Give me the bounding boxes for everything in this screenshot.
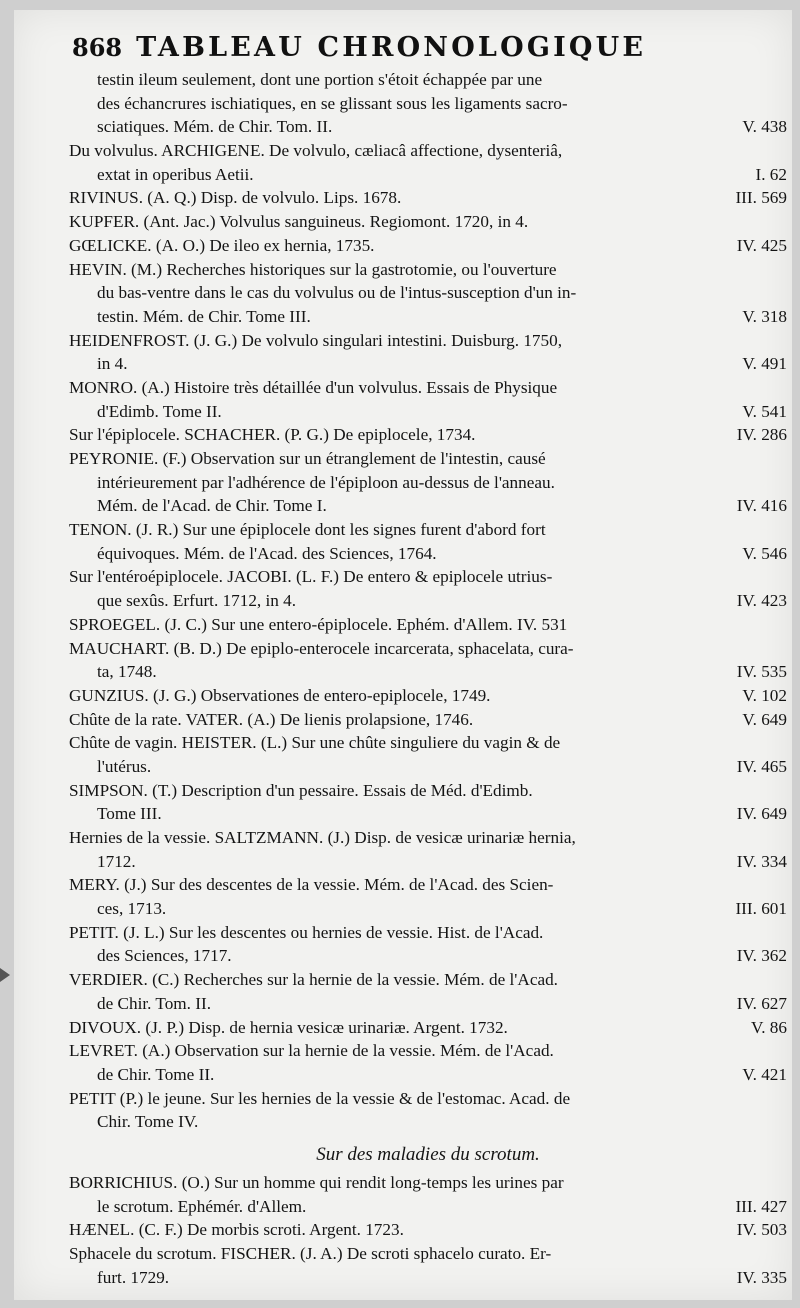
entry-line	[69, 779, 787, 803]
bibliography-entry	[69, 1039, 787, 1086]
entry-line	[69, 660, 787, 684]
entry-line	[69, 1218, 787, 1242]
bibliography-entry	[69, 447, 787, 518]
volume-page-reference: V. 546	[742, 543, 787, 563]
entry-text: HEIDENFROST. (J. G.) De volvulo singulari intestini. Duisburg. 1750,	[69, 330, 563, 350]
entry-line	[69, 305, 787, 329]
volume-page-reference: IV. 503	[736, 1220, 787, 1240]
entry-text: de Chir. Tome II.	[97, 1064, 215, 1084]
volume-page-reference: IV. 627	[736, 993, 787, 1013]
volume-page-reference: III. 601	[735, 899, 787, 919]
entry-text: de Chir. Tom. II.	[97, 993, 212, 1013]
bibliography-entry	[69, 731, 787, 778]
section-title: Sur des maladies du scrotum.	[316, 1143, 540, 1165]
entry-line	[69, 873, 787, 897]
bibliography-entry	[69, 921, 787, 968]
entry-text: PETIT (P.) le jeune. Sur les hernies de la vessie & de l'estomac. Acad. de	[69, 1088, 571, 1108]
entry-line	[69, 802, 787, 826]
chronological-entries	[69, 68, 787, 1289]
entry-line	[69, 115, 787, 139]
entry-line	[69, 850, 787, 874]
entry-line	[69, 826, 787, 850]
entry-text: PETIT. (J. L.) Sur les descentes ou hernies de vessie. Hist. de l'Acad.	[69, 922, 544, 942]
entry-line	[69, 944, 787, 968]
entry-line	[69, 258, 787, 282]
book-page	[14, 10, 792, 1300]
volume-page-reference: IV. 334	[736, 851, 787, 871]
entry-text: sciatiques. Mém. de Chir. Tom. II.	[97, 117, 333, 137]
entry-text: équivoques. Mém. de l'Acad. des Sciences, 1764.	[97, 543, 437, 563]
entry-text: d'Edimb. Tome II.	[97, 401, 222, 421]
entry-text: Chir. Tome IV.	[97, 1112, 199, 1132]
entry-line	[69, 1242, 787, 1266]
entry-line	[69, 210, 787, 234]
volume-page-reference: IV. 649	[736, 804, 787, 824]
entry-text: MAUCHART. (B. D.) De epiplo-enterocele incarcerata, sphacelata, cura-	[69, 638, 574, 658]
volume-page-reference: V. 102	[742, 685, 787, 705]
bibliography-entry	[69, 376, 787, 423]
entry-line	[69, 352, 787, 376]
entry-text: GŒLICKE. (A. O.) De ileo ex hernia, 1735.	[69, 235, 375, 255]
entry-line	[69, 400, 787, 424]
bibliography-entry	[69, 1171, 787, 1218]
volume-page-reference: V. 438	[742, 117, 787, 137]
entry-text: Tome III.	[97, 804, 162, 824]
volume-page-reference: IV. 423	[736, 591, 787, 611]
entry-text: que sexûs. Erfurt. 1712, in 4.	[97, 591, 297, 611]
volume-page-reference: III. 427	[735, 1196, 787, 1216]
bibliography-entry	[69, 613, 787, 637]
volume-page-reference: IV. 416	[736, 496, 787, 516]
entry-line	[69, 565, 787, 589]
entry-text: Chûte de la rate. VATER. (A.) De lienis prolapsione, 1746.	[69, 709, 474, 729]
entry-text: intérieurement par l'adhérence de l'épiploon au-dessus de l'anneau.	[97, 472, 555, 492]
entry-line	[69, 1087, 787, 1111]
entry-line	[69, 329, 787, 353]
entry-line	[69, 376, 787, 400]
volume-page-reference: V. 541	[742, 401, 787, 421]
bibliography-entry	[69, 968, 787, 1015]
bibliography-entry	[69, 873, 787, 920]
volume-page-reference: IV. 535	[736, 662, 787, 682]
volume-page-reference: IV. 286	[736, 425, 787, 445]
bibliography-entry	[69, 210, 787, 234]
entry-text: TENON. (J. R.) Sur une épiplocele dont les signes furent d'abord fort	[69, 520, 546, 540]
volume-page-reference: V. 421	[742, 1064, 787, 1084]
entry-text: l'utérus.	[97, 756, 152, 776]
volume-page-reference: V. 491	[742, 354, 787, 374]
entry-text: ces, 1713.	[97, 899, 167, 919]
entry-text: Hernies de la vessie. SALTZMANN. (J.) Disp. de vesicæ urinariæ hernia,	[69, 828, 576, 847]
volume-page-reference: III. 569	[735, 188, 787, 208]
entry-line	[69, 542, 787, 566]
entry-text: KUPFER. (Ant. Jac.) Volvulus sanguineus. Regiomont. 1720, in 4.	[69, 212, 529, 232]
entry-line	[69, 234, 787, 258]
bibliography-entry	[69, 139, 787, 186]
entry-text: GUNZIUS. (J. G.) Observationes de entero-epiplocele, 1749.	[69, 685, 491, 705]
page-header	[72, 32, 646, 63]
margin-arrow-icon	[0, 968, 10, 982]
bibliography-entry	[69, 637, 787, 684]
entry-line	[69, 897, 787, 921]
entry-line	[69, 637, 787, 661]
entry-line	[69, 755, 787, 779]
entry-line	[69, 281, 787, 305]
page-number: 868	[72, 33, 123, 62]
entry-text: HEVIN. (M.) Recherches historiques sur la gastrotomie, ou l'ouverture	[69, 259, 557, 279]
entry-text: RIVINUS. (A. Q.) Disp. de volvulo. Lips. 1678.	[69, 188, 402, 208]
bibliography-entry	[69, 518, 787, 565]
entry-text: extat in operibus Aetii.	[97, 164, 254, 184]
entry-text: Sur l'épiplocele. SCHACHER. (P. G.) De epiplocele, 1734.	[69, 425, 476, 445]
volume-page-reference: I. 62	[755, 164, 787, 184]
entry-text: testin ileum seulement, dont une portion s'étoit échappée par une	[97, 70, 543, 89]
entry-text: MONRO. (A.) Histoire très détaillée d'un volvulus. Essais de Physique	[69, 377, 558, 397]
entry-line	[69, 1195, 787, 1219]
entry-line	[69, 992, 787, 1016]
volume-page-reference: IV. 425	[736, 235, 787, 255]
entry-line	[69, 684, 787, 708]
entry-text: le scrotum. Ephémér. d'Allem.	[97, 1196, 307, 1216]
bibliography-entry	[69, 258, 787, 329]
entry-line	[69, 921, 787, 945]
entry-line	[69, 708, 787, 732]
entry-text: SPROEGEL. (J. C.) Sur une entero-épiplocele. Ephém. d'Allem. IV. 531	[69, 614, 568, 634]
entry-text: SIMPSON. (T.) Description d'un pessaire. Essais de Méd. d'Edimb.	[69, 780, 533, 800]
entry-text: des Sciences, 1717.	[97, 946, 232, 966]
bibliography-entry	[69, 779, 787, 826]
entry-text: VERDIER. (C.) Recherches sur la hernie de la vessie. Mém. de l'Acad.	[69, 970, 558, 990]
entry-line	[69, 494, 787, 518]
entry-line	[69, 1063, 787, 1087]
entry-line	[69, 471, 787, 495]
entry-text: Sur l'entéroépiplocele. JACOBI. (L. F.) De entero & epiplocele utrius-	[69, 567, 553, 587]
bibliography-entry	[69, 1016, 787, 1040]
bibliography-entry	[69, 1218, 787, 1242]
entry-text: ta, 1748.	[97, 662, 157, 682]
entry-text: Chûte de vagin. HEISTER. (L.) Sur une chûte singuliere du vagin & de	[69, 733, 561, 753]
entry-line	[69, 139, 787, 163]
volume-page-reference: V. 318	[742, 306, 787, 326]
entry-text: furt. 1729.	[97, 1267, 170, 1287]
entry-line	[69, 163, 787, 187]
bibliography-entry	[69, 565, 787, 612]
entry-text: testin. Mém. de Chir. Tome III.	[97, 306, 311, 326]
entry-text: 1712.	[97, 851, 136, 871]
entry-line	[69, 1110, 787, 1134]
entry-line	[69, 613, 787, 637]
running-title: TABLEAU CHRONOLOGIQUE	[136, 32, 647, 63]
bibliography-entry	[69, 68, 787, 139]
entry-text: DIVOUX. (J. P.) Disp. de hernia vesicæ urinariæ. Argent. 1732.	[69, 1017, 508, 1037]
entry-text: des échancrures ischiatiques, en se glissant sous les ligaments sacro-	[97, 93, 568, 113]
bibliography-entry	[69, 329, 787, 376]
volume-page-reference: IV. 362	[736, 946, 787, 966]
volume-page-reference: V. 86	[751, 1017, 787, 1037]
entry-text: Du volvulus. ARCHIGENE. De volvulo, cæliacâ affectione, dysenteriâ,	[69, 141, 563, 161]
bibliography-entry	[69, 708, 787, 732]
bibliography-entry	[69, 186, 787, 210]
entry-text: Sphacele du scrotum. FISCHER. (J. A.) De scroti sphacelo curato. Er-	[69, 1244, 552, 1263]
entry-line	[69, 1171, 787, 1195]
entry-line	[69, 447, 787, 471]
bibliography-entry	[69, 826, 787, 873]
entry-line	[69, 186, 787, 210]
entry-text: Mém. de l'Acad. de Chir. Tome I.	[97, 496, 327, 516]
volume-page-reference: V. 649	[742, 709, 787, 729]
entry-line	[69, 1266, 787, 1290]
entry-text: in 4.	[97, 354, 128, 374]
entry-line	[69, 589, 787, 613]
entry-text: BORRICHIUS. (O.) Sur un homme qui rendit long-temps les urines par	[69, 1172, 564, 1192]
bibliography-entry	[69, 234, 787, 258]
entry-text: du bas-ventre dans le cas du volvulus ou de l'intus-susception d'un in-	[97, 283, 577, 303]
bibliography-entry	[69, 684, 787, 708]
volume-page-reference: IV. 465	[736, 756, 787, 776]
entry-text: MERY. (J.) Sur des descentes de la vessie. Mém. de l'Acad. des Scien-	[69, 875, 554, 895]
bibliography-entry	[69, 1242, 787, 1289]
entry-line	[69, 968, 787, 992]
entry-line	[69, 1016, 787, 1040]
entry-line	[69, 68, 787, 92]
entry-line	[69, 423, 787, 447]
entry-text: HÆNEL. (C. F.) De morbis scroti. Argent. 1723.	[69, 1220, 404, 1240]
entry-line	[69, 731, 787, 755]
bibliography-entry	[69, 423, 787, 447]
entry-line	[69, 1039, 787, 1063]
entry-text: LEVRET. (A.) Observation sur la hernie de la vessie. Mém. de l'Acad.	[69, 1041, 554, 1061]
entry-line	[69, 92, 787, 116]
bibliography-entry	[69, 1087, 787, 1134]
entry-text: PEYRONIE. (F.) Observation sur un étranglement de l'intestin, causé	[69, 449, 546, 468]
volume-page-reference: IV. 335	[736, 1267, 787, 1287]
entry-line	[69, 518, 787, 542]
